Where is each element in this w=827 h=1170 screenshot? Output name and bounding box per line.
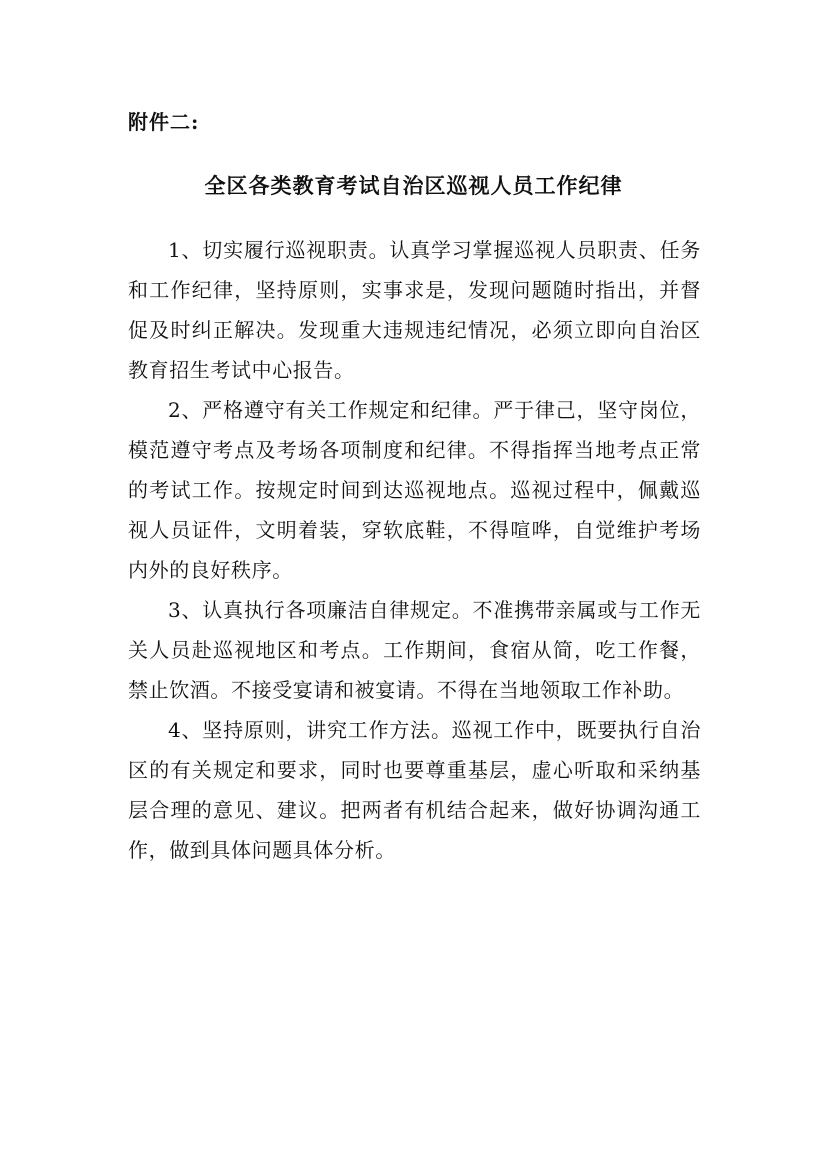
paragraph-1: 1、切实履行巡视职责。认真学习掌握巡视人员职责、任务和工作纪律，坚持原则，实事求是，发现问题随时指出，并督促及时纠正解决。发现重大违规违纪情况，必须立即向自治区教育招生考试中心报告。 (128, 238, 701, 382)
paragraph-3: 3、认真执行各项廉洁自律规定。不准携带亲属或与工作无关人员赴巡视地区和考点。工作期间，食宿从简，吃工作餐，禁止饮酒。不接受宴请和被宴请。不得在当地领取工作补助。 (128, 598, 701, 702)
paragraph-2: 2、严格遵守有关工作规定和纪律。严于律己，坚守岗位，模范遵守考点及考场各项制度和纪律。不得指挥当地考点正常的考试工作。按规定时间到达巡视地点。巡视过程中，佩戴巡视人员证件，文明着装，穿软底鞋，不得喧哗，自觉维护考场内外的良好秩序。 (128, 398, 701, 582)
attachment-label: 附件二: (128, 110, 200, 134)
document-body (128, 230, 701, 870)
paragraph-4: 4、坚持原则，讲究工作方法。巡视工作中，既要执行自治区的有关规定和要求，同时也要尊重基层，虚心听取和采纳基层合理的意见、建议。把两者有机结合起来，做好协调沟通工作，做到具体问题具体分析。 (128, 718, 701, 862)
document-title: 全区各类教育考试自治区巡视人员工作纪律 (204, 173, 623, 198)
